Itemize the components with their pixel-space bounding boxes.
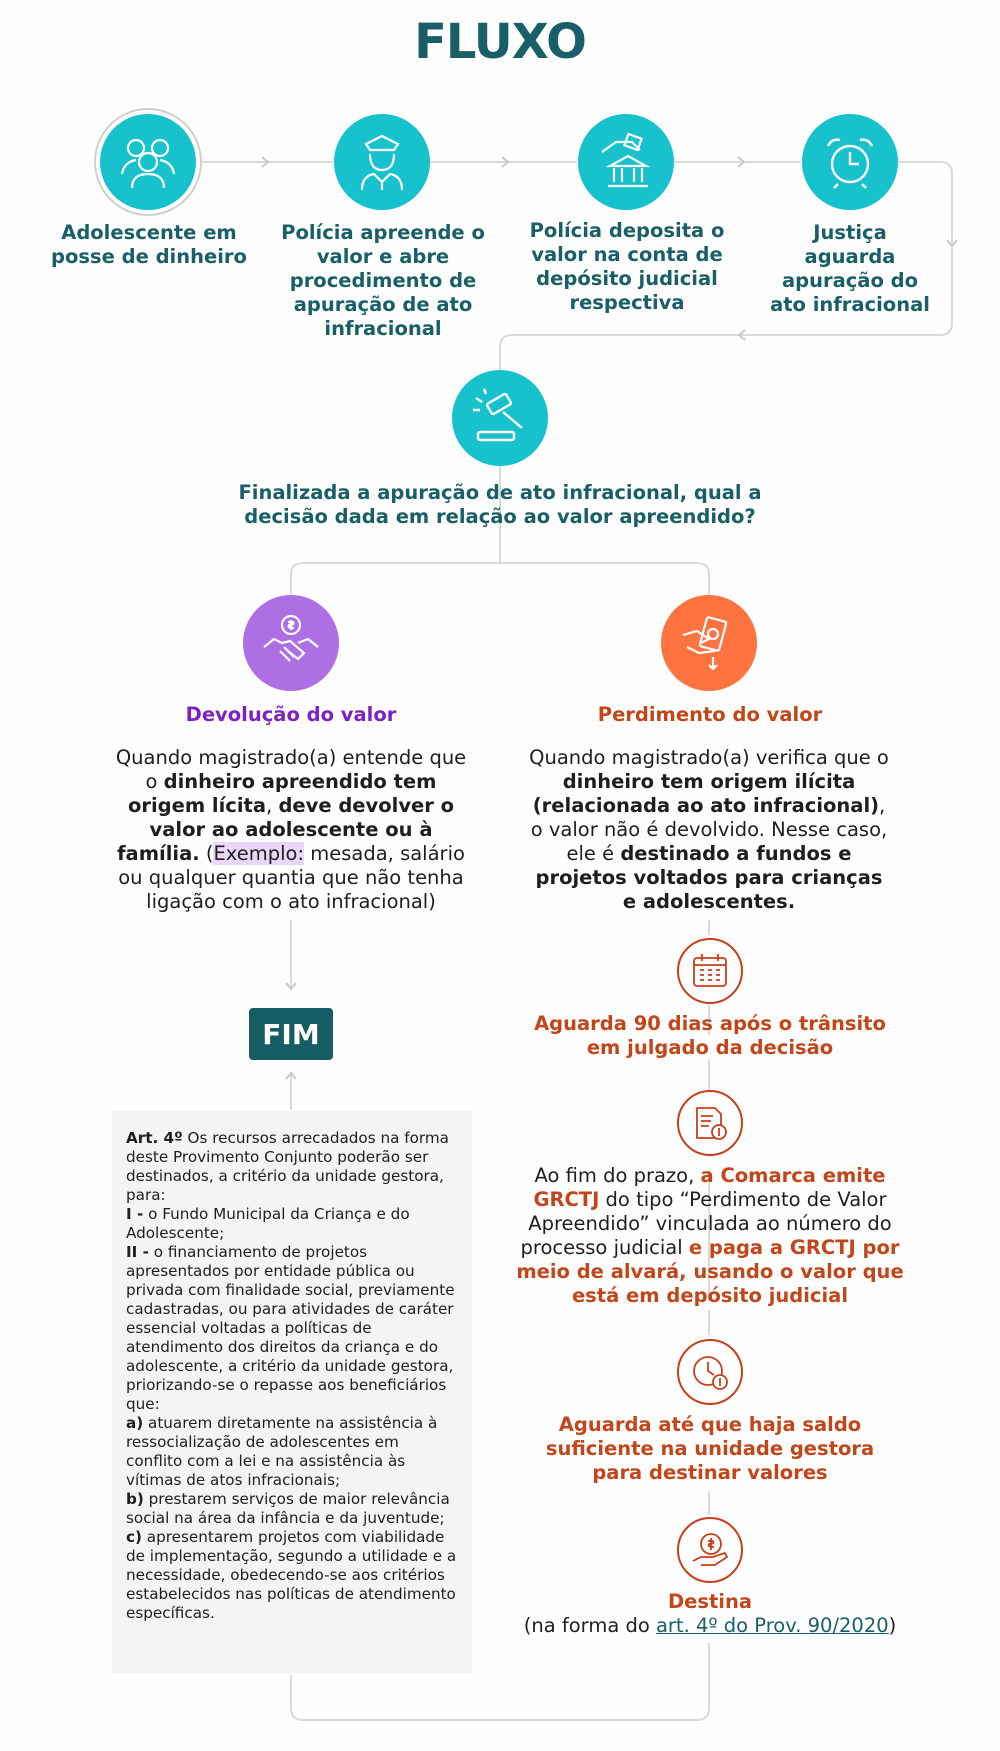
calendar-icon [691,952,729,990]
fim-box: FIM [249,1008,333,1060]
question-label: Finalizada a apuração de ato infracional, qual a decisão dada em relação ao valor apreendido? [238,481,762,528]
step-3-label: Polícia deposita o valor na conta de depósito judicial respectiva [529,219,725,314]
destina-text: (na forma do art. 4º do Prov. 90/2020) [523,1614,897,1637]
devolucao-circle [243,595,339,691]
step-2-label: Polícia apreende o valor e abre procedimento de apuração de ato infracional [281,221,485,340]
step-3-circle [578,114,674,210]
step-4-label: Justiça aguarda apuração do ato infracional [770,221,930,316]
step-1-circle [100,114,196,210]
alarm-clock-icon [822,134,878,190]
perdimento-text: Quando magistrado(a) verifica que o dinheiro tem origem ilícita (relacionada ao ato infracional), o valor não é devolvido. Nesse caso, ele é destinado a fundos e projetos voltados para crianças e adolescentes. [529,746,889,913]
gavel-icon [470,388,530,448]
police-officer-icon [354,132,410,192]
question-circle [452,370,548,466]
saldo-label: Aguarda até que haja saldo suficiente na unidade gestora para destinar valores [545,1413,875,1484]
prov-link[interactable]: art. 4º do Prov. 90/2020 [655,1614,889,1637]
destina-circle [677,1517,743,1583]
devolucao-title: Devolução do valor [185,703,397,726]
wait90-circle [677,938,743,1004]
clock-money-icon [691,1353,729,1391]
handshake-money-icon [260,613,322,673]
article-note: Art. 4º Os recursos arrecadados na forma deste Provimento Conjunto poderão ser destinados, a critério da unidade gestora, para: I - o Fundo Municipal da Criança e do Adolescente; II - o financiamento de projetos apresentados por entidade pública ou privada com finalidade social, previamente cadastradas, ou para atividades de caráter essencial voltadas a políticas de atendimento dos direitos da criança e do adolescente, a critério da unidade gestora, priorizando-se o repasse aos beneficiários que: a) atuarem diretamente na assistência à ressocialização de adolescentes em conflito com a lei e na assistência às vítimas de atos infracionais; b) prestarem serviços de maior relevância social na área da infância e da juventude; c) apresentarem projetos com viabilidade de implementação, segundo a utilidade e a necessidade, obedecendo-se aos critérios estabelecidos nas políticas de atendimento específicas. [112,1111,472,1673]
step-2-circle [334,114,430,210]
document-money-icon [691,1104,729,1142]
grctj-text: Ao fim do prazo, a Comarca emite GRCTJ do tipo “Perdimento de Valor Apreendido” vinculada ao número do processo judicial e paga a GRCTJ por meio de alvará, usando o valor que está em depósito judicial [516,1164,904,1307]
page-title: FLUXO [414,14,586,70]
perdimento-title: Perdimento do valor [597,703,823,726]
devolucao-text: Quando magistrado(a) entende que o dinheiro apreendido tem origem lícita, deve devolver o valor ao adolescente ou à família. (Exemplo: mesada, salário ou qualquer quantia que não tenha ligação com o ato infracional) [115,746,467,913]
step-4-circle [802,114,898,210]
wait90-label: Aguarda 90 dias após o trânsito em julgado da decisão [534,1012,886,1059]
grctj-circle [677,1090,743,1156]
step-1-label: Adolescente em posse de dinheiro [51,221,247,268]
bank-deposit-icon [596,132,656,192]
people-money-icon [118,132,178,192]
hand-coin-icon [691,1531,729,1569]
perdimento-circle [661,595,757,691]
destina-title: Destina [667,1590,753,1613]
hand-money-down-icon [679,613,739,673]
saldo-circle [677,1339,743,1405]
